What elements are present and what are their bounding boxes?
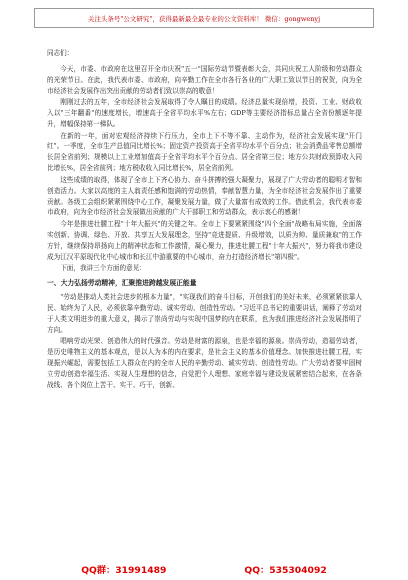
salutation: 同志们： — [47, 49, 74, 57]
section-heading: 一、大力弘扬劳动精神，汇聚推进跨越发展正能量 — [47, 279, 197, 288]
paragraph: 今年是推进壮腰工程"十年大振兴"的关键之年。全市上下要紧紧围绕"四个全面"战略布局实施，全面落实创新、协调、绿色、开放、共享五大发展理念，坚持"竞进提质、升级增效，以质为帅、量质兼取"的工作方针，继续保持昂扬向上的精神状态和工作激情，凝心聚力，推进壮腰工程"十年大振兴"，努力将我市建设成为江汉平原现代化中心城市和长江中游重要的中心城市，奋力打造经济增长"第四极"。 — [47, 219, 362, 261]
paragraph: 在新的一年，面对宏观经济持续下行压力，全市上下不等不靠、主动作为，经济社会发展实现"开门红"。一季度，全市生产总值同比增长%；固定资产投资高于全省平均水平个百分点；社会消费品零售总额增长居全省前列；规模以上工业增加值高于全省平均水平个百分点、居全省第三位；地方公共财政预算收入同比增长%，居全省前列；地方税收收入同比增长%，居全省前列。 — [47, 131, 362, 173]
paragraph: 下面，我讲三个方面的意见： — [60, 264, 146, 273]
paragraph: 这些成绩的取得，体现了全市上下齐心协力、奋斗拼搏的强大凝聚力，展现了广大劳动者的聪明才智和创造活力。大家以高度的主人翁责任感和饱满的劳动热情，奉献智慧力量，为全市经济社会发展作出了重要贡献。各级工会组织紧紧围绕中心工作，凝聚发展力量，做了大量富有成效的工作。借此机会，我代表市委市政府，向为全市经济社会发展做出贡献的广大干部职工和劳动群众，表示衷心的感谢！ — [47, 175, 362, 217]
qq-text: QQ：535304092 — [244, 565, 327, 576]
paragraph: 唱响劳动光荣、创造伟大的时代强音。劳动是财富的源泉，也是幸福的源泉。崇尚劳动，造福劳动者，是历史唯物主义的基本观点，是以人为本的内在要求，是社会主义的基本价值理念。加快推进壮腰工程，实现振兴崛起，需要包括工人群众在内的全市人民的辛勤劳动、诚实劳动、创造性劳动。广大劳动者要牢固树立劳动创造幸福生活、实现人生理想的信念，自觉把个人理想、家庭幸福与建设发展紧密结合起来，在各条战线、各个岗位上苦干、实干、巧干，创新、 — [47, 337, 362, 389]
promo-banner-text: 关注头条号"公文研究"，获得最新最全最专业的公文资料库！ 微信：gongwenyj — [87, 14, 321, 23]
paragraph: "劳动是推动人类社会进步的根本力量"，"实现我们的奋斗目标，开创我们的美好未来，必须紧紧依靠人民、始终为了人民，必须依靠辛勤劳动、诚实劳动、创造性劳动。"习近平总书记的重要讲话，阐释了劳动对于人类文明进步的重大意义，揭示了崇尚劳动与实现中国梦的内在联系，也为我们推进经济社会发展指明了方向。 — [47, 293, 362, 334]
promo-banner — [34, 8, 374, 28]
paragraph: 刚刚过去的五年，全市经济社会发展取得了令人瞩目的成绩。经济总量实现倍增，投资、工业、财政收入以"三年翻番"的速度增长，增速高于全省平均水平%左右；GDP等主要经济指标总量占全省份额逐年提升，增幅保持第一梯队。 — [47, 98, 362, 129]
paragraph: 今天，市委、市政府在这里召开全市庆祝"五一"国际劳动节暨表彰大会，共同庆祝工人阶级和劳动群众的光荣节日。在此，我代表市委、市政府，向辛勤工作在全市各行各业的广大职工致以节日的祝贺，向为全市经济社会发展作出突出贡献的劳动者们致以崇高的敬意！ — [47, 64, 362, 95]
speech-document — [47, 48, 362, 391]
contact-footer — [0, 562, 408, 576]
qq-group-text: QQ群：31991489 — [81, 565, 167, 576]
